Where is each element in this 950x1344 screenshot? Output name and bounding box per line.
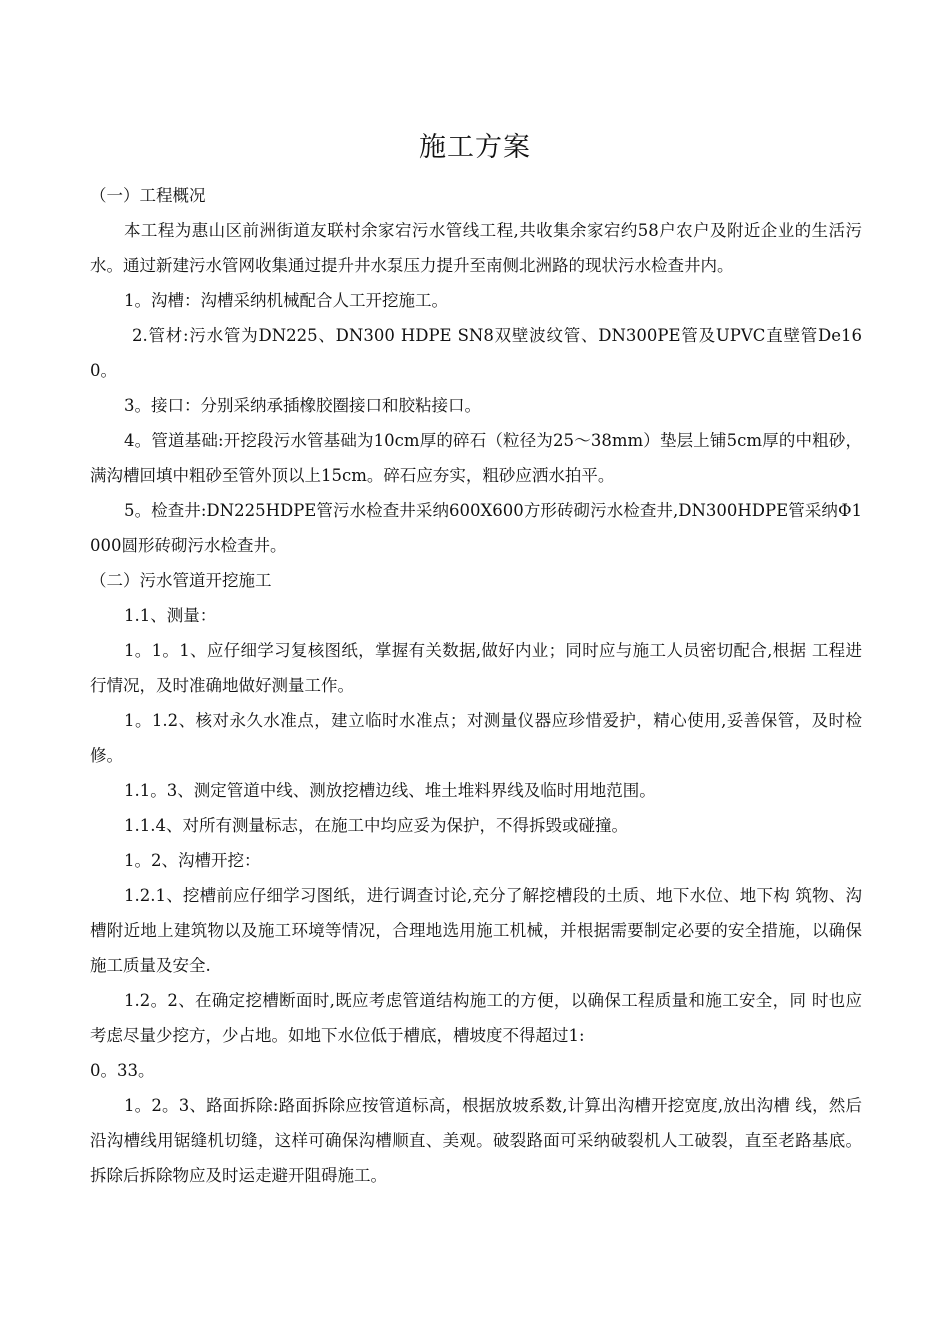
paragraph-survey-2: 1。1.2、核对永久水准点，建立临时水准点；对测量仪器应珍惜爱护，精心使用,妥善保管，及时检修。 bbox=[90, 711, 862, 765]
paragraph-survey-4: 1.1.4、对所有测量标志，在施工中均应妥为保护，不得拆毁或碰撞。 bbox=[124, 816, 628, 835]
paragraph-excavation-3: 1。2。3、路面拆除:路面拆除应按管道标高，根据放坡系数,计算出沟槽开挖宽度,放出沟槽 线，然后沿沟槽线用锯缝机切缝，这样可确保沟槽顺直、美观。破裂路面可采纳破裂机人工破裂，直至老路基底。拆除后拆除物应及时运走避开阻碍施工。 bbox=[90, 1096, 862, 1185]
document-title: 施工方案 bbox=[419, 132, 531, 163]
paragraph-pipe-material: 2.管材:污水管为DN225、DN300 HDPE SN8双壁波纹管、DN300PE管及UPVC直壁管De160。 bbox=[90, 326, 862, 380]
section-heading-overview: （一）工程概况 bbox=[90, 186, 206, 205]
paragraph-pipe-foundation: 4。管道基础:开挖段污水管基础为10cm厚的碎石（粒径为25～38mm）垫层上铺5cm厚的中粗砂，满沟槽回填中粗砂至管外顶以上15cm。碎石应夯实，粗砂应洒水拍平。 bbox=[90, 431, 862, 485]
paragraph-trench: 1。沟槽：沟槽采纳机械配合人工开挖施工。 bbox=[124, 291, 448, 310]
paragraph-survey-1: 1。1。1、应仔细学习复核图纸，掌握有关数据,做好内业；同时应与施工人员密切配合,根据 工程进行情况，及时准确地做好测量工作。 bbox=[90, 641, 862, 695]
paragraph-inspection-well: 5。检查井:DN225HDPE管污水检查井采纳600X600方形砖砌污水检查井,DN300HDPE管采纳Φ1000圆形砖砌污水检查井。 bbox=[90, 501, 862, 555]
paragraph-excavation-2-ratio: 0。33。 bbox=[90, 1061, 155, 1080]
subheading-trench-excavation: 1。2、沟槽开挖： bbox=[124, 851, 261, 870]
paragraph-joint: 3。接口：分别采纳承插橡胶圈接口和胶粘接口。 bbox=[124, 396, 481, 415]
paragraph-excavation-1: 1.2.1、挖槽前应仔细学习图纸，进行调查讨论,充分了解挖槽段的土质、地下水位、地下构 筑物、沟槽附近地上建筑物以及施工环境等情况，合理地选用施工机械，并根据需要制定必要的安全措施，以确保施工质量及安全. bbox=[90, 886, 862, 975]
paragraph-overview: 本工程为惠山区前洲街道友联村余家宕污水管线工程,共收集余家宕约58户农户及附近企业的生活污水。通过新建污水管网收集通过提升井水泵压力提升至南侧北洲路的现状污水检查井内。 bbox=[90, 221, 862, 275]
paragraph-excavation-2: 1.2。2、在确定挖槽断面时,既应考虑管道结构施工的方便，以确保工程质量和施工安全，同 时也应考虑尽量少挖方，少占地。如地下水位低于槽底，槽坡度不得超过1: bbox=[90, 991, 862, 1045]
subheading-survey: 1.1、测量： bbox=[124, 606, 217, 625]
section-heading-excavation: （二）污水管道开挖施工 bbox=[90, 571, 272, 590]
document-body bbox=[90, 178, 862, 1193]
paragraph-survey-3: 1.1。3、测定管道中线、测放挖槽边线、堆土堆料界线及临时用地范围。 bbox=[124, 781, 656, 800]
